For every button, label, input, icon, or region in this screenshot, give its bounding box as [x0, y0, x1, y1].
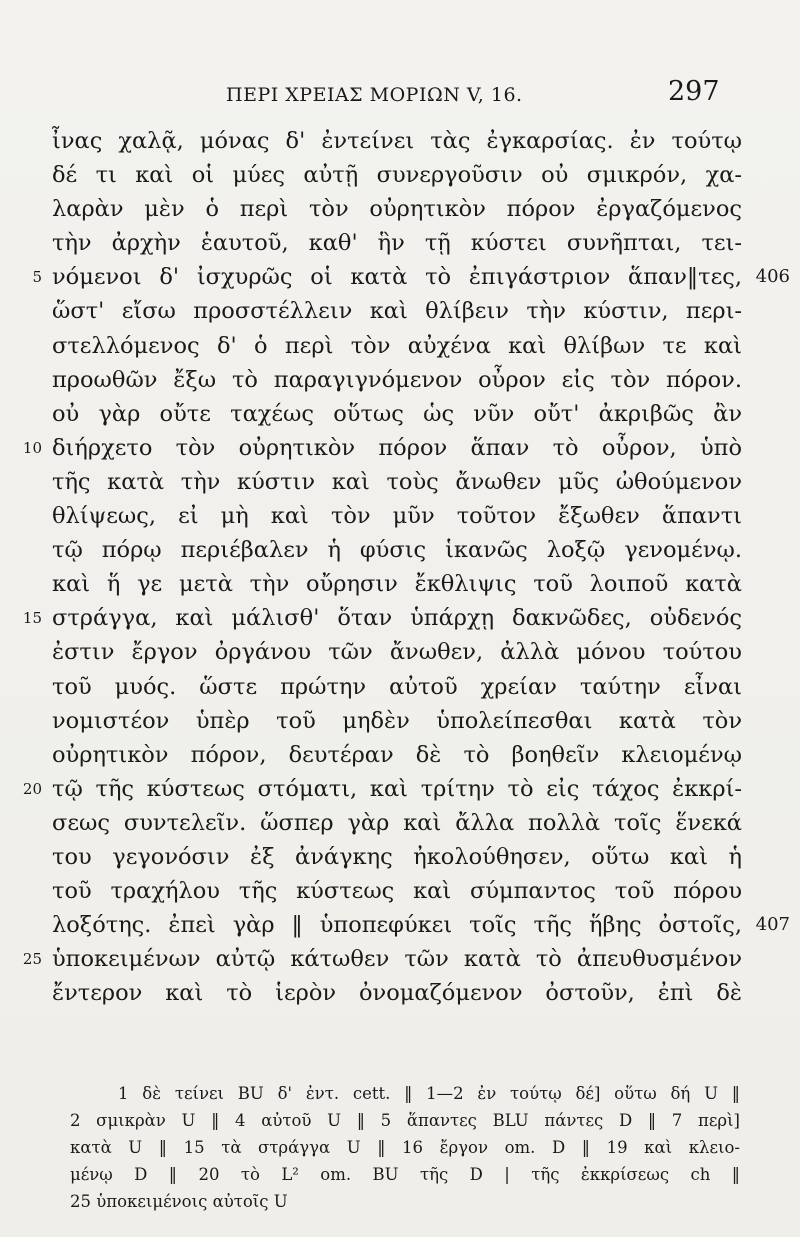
line-text: ἔντερον καὶ τὸ ἱερὸν ὀνομαζόμενον ὀστοῦν, ἐπὶ δὲ	[52, 980, 742, 1007]
text-line	[0, 874, 800, 908]
text-line	[0, 976, 800, 1010]
text-line	[0, 567, 800, 601]
critical-apparatus	[0, 1080, 800, 1215]
line-text: διήρχετο τὸν οὐρητικὸν πόρον ἅπαν τὸ οὖρον, ὑπὸ	[52, 434, 742, 461]
footnote-text: μένῳ D ‖ 20 τὸ L² om. BU τῆς D | τῆς ἐκκρίσεως ch ‖	[70, 1165, 740, 1184]
line-text: νομιστέον ὑπὲρ τοῦ μηδὲν ὑπολείπεσθαι κατὰ τὸν	[52, 707, 742, 734]
footnote-line	[0, 1080, 800, 1107]
text-line	[0, 670, 800, 704]
footnote-text: 25 ὑποκειμένοις αὐτοῖς U	[70, 1192, 288, 1211]
text-line	[0, 158, 800, 192]
text-line	[0, 397, 800, 431]
line-text: σεως συντελεῖν. ὥσπερ γὰρ καὶ ἄλλα πολλὰ τοῖς ἕνεκά	[52, 809, 742, 836]
line-number: 10	[22, 438, 42, 457]
line-text: τῆς κατὰ τὴν κύστιν καὶ τοὺς ἄνωθεν μῦς ὠθούμενον	[52, 468, 742, 495]
main-text	[0, 124, 800, 1010]
margin-reference: 406	[755, 266, 790, 288]
line-text: του γεγονόσιν ἐξ ἀνάγκης ἠκολούθησεν, οὕτω καὶ ἡ	[52, 843, 742, 870]
line-text: λοξότης. ἐπεὶ γὰρ ‖ ὑποπεφύκει τοῖς τῆς ἥβης ὀστοῖς,	[52, 912, 742, 939]
text-line	[0, 329, 800, 363]
line-text: τοῦ μυός. ὥστε πρώτην αὐτοῦ χρείαν ταύτην εἶναι	[52, 673, 742, 700]
line-text: ἐστιν ἔργον ὀργάνου τῶν ἄνωθεν, ἀλλὰ μόνου τούτου	[52, 639, 742, 666]
footnote-line	[0, 1188, 800, 1215]
line-number: 20	[22, 779, 42, 798]
text-line	[0, 908, 800, 942]
text-line	[0, 499, 800, 533]
text-line	[0, 431, 800, 465]
line-text: οὐ γὰρ οὔτε ταχέως οὕτως ὡς νῦν οὔτ' ἀκριβῶς ἂν	[52, 400, 742, 427]
line-text: οὐρητικὸν πόρον, δευτέραν δὲ τὸ βοηθεῖν κλειομένῳ	[52, 741, 742, 768]
line-number: 5	[32, 268, 42, 287]
text-line	[0, 465, 800, 499]
footnote-line	[0, 1107, 800, 1134]
text-line	[0, 704, 800, 738]
text-line	[0, 226, 800, 260]
text-line	[0, 192, 800, 226]
line-text: τὴν ἀρχὴν ἑαυτοῦ, καθ' ἣν τῇ κύστει συνῆπται, τει-	[52, 230, 742, 257]
text-line	[0, 294, 800, 328]
text-line	[0, 533, 800, 567]
footnote-text: κατὰ U ‖ 15 τὰ στράγγα U ‖ 16 ἔργον om. D ‖ 19 καὶ κλειο-	[70, 1138, 740, 1157]
text-line	[0, 942, 800, 976]
line-number: 25	[22, 950, 42, 969]
line-text: δέ τι καὶ οἱ μύες αὐτῇ συνεργοῦσιν οὐ σμικρόν, χα-	[52, 162, 742, 189]
line-number: 15	[22, 609, 42, 628]
line-text: στράγγα, καὶ μάλισθ' ὅταν ὑπάρχῃ δακνῶδες, οὐδενός	[52, 605, 742, 632]
line-text: προωθῶν ἔξω τὸ παραγιγνόμενον οὖρον εἰς τὸν πόρον.	[52, 366, 742, 393]
line-text: θλίψεως, εἰ μὴ καὶ τὸν μῦν τοῦτον ἔξωθεν ἅπαντι	[52, 503, 742, 530]
page-header	[0, 70, 800, 120]
page-number: 297	[668, 76, 720, 107]
line-text: τοῦ τραχήλου τῆς κύστεως καὶ σύμπαντος τοῦ πόρου	[52, 878, 742, 905]
line-text: ὥστ' εἴσω προσστέλλειν καὶ θλίβειν τὴν κύστιν, περι-	[52, 298, 742, 325]
text-line	[0, 738, 800, 772]
line-text: τῷ πόρῳ περιέβαλεν ἡ φύσις ἱκανῶς λοξῷ γενομένῳ.	[52, 537, 742, 564]
text-line	[0, 260, 800, 294]
text-line	[0, 124, 800, 158]
line-text: καὶ ἥ γε μετὰ τὴν οὔρησιν ἔκθλιψις τοῦ λοιποῦ κατὰ	[52, 571, 742, 598]
margin-reference: 407	[755, 914, 790, 936]
line-text: νόμενοι δ' ἰσχυρῶς οἱ κατὰ τὸ ἐπιγάστριον ἅπαν‖τες,	[52, 264, 742, 291]
footnote-line	[0, 1161, 800, 1188]
line-text: στελλόμενος δ' ὁ περὶ τὸν αὐχένα καὶ θλίβων τε καὶ	[52, 332, 742, 359]
line-text: τῷ τῆς κύστεως στόματι, καὶ τρίτην τὸ εἰς τάχος ἐκκρί-	[52, 775, 742, 802]
footnote-text: 2 σμικρὰν U ‖ 4 αὐτοῦ U ‖ 5 ἅπαντες BLU πάντες D ‖ 7 περὶ]	[70, 1111, 740, 1130]
text-line	[0, 601, 800, 635]
text-line	[0, 635, 800, 669]
line-text: ἶνας χαλᾷ, μόνας δ' ἐντείνει τὰς ἐγκαρσίας. ἐν τούτῳ	[52, 128, 742, 154]
text-line	[0, 772, 800, 806]
text-line	[0, 363, 800, 397]
text-line	[0, 806, 800, 840]
line-text: λαρὰν μὲν ὁ περὶ τὸν οὐρητικὸν πόρον ἐργαζόμενος	[52, 196, 742, 223]
footnote-line	[0, 1134, 800, 1161]
footnote-text: 1 δὲ τείνει BU δ' ἐντ. cett. ‖ 1—2 ἐν τούτῳ δέ] οὕτω δή U ‖	[118, 1084, 740, 1103]
text-line	[0, 840, 800, 874]
line-text: ὑποκειμένων αὐτῷ κάτωθεν τῶν κατὰ τὸ ἀπευθυσμένον	[52, 946, 742, 973]
running-head: ΠΕΡΙ ΧΡΕΙΑΣ ΜΟΡΙΩΝ V, 16.	[226, 84, 523, 106]
